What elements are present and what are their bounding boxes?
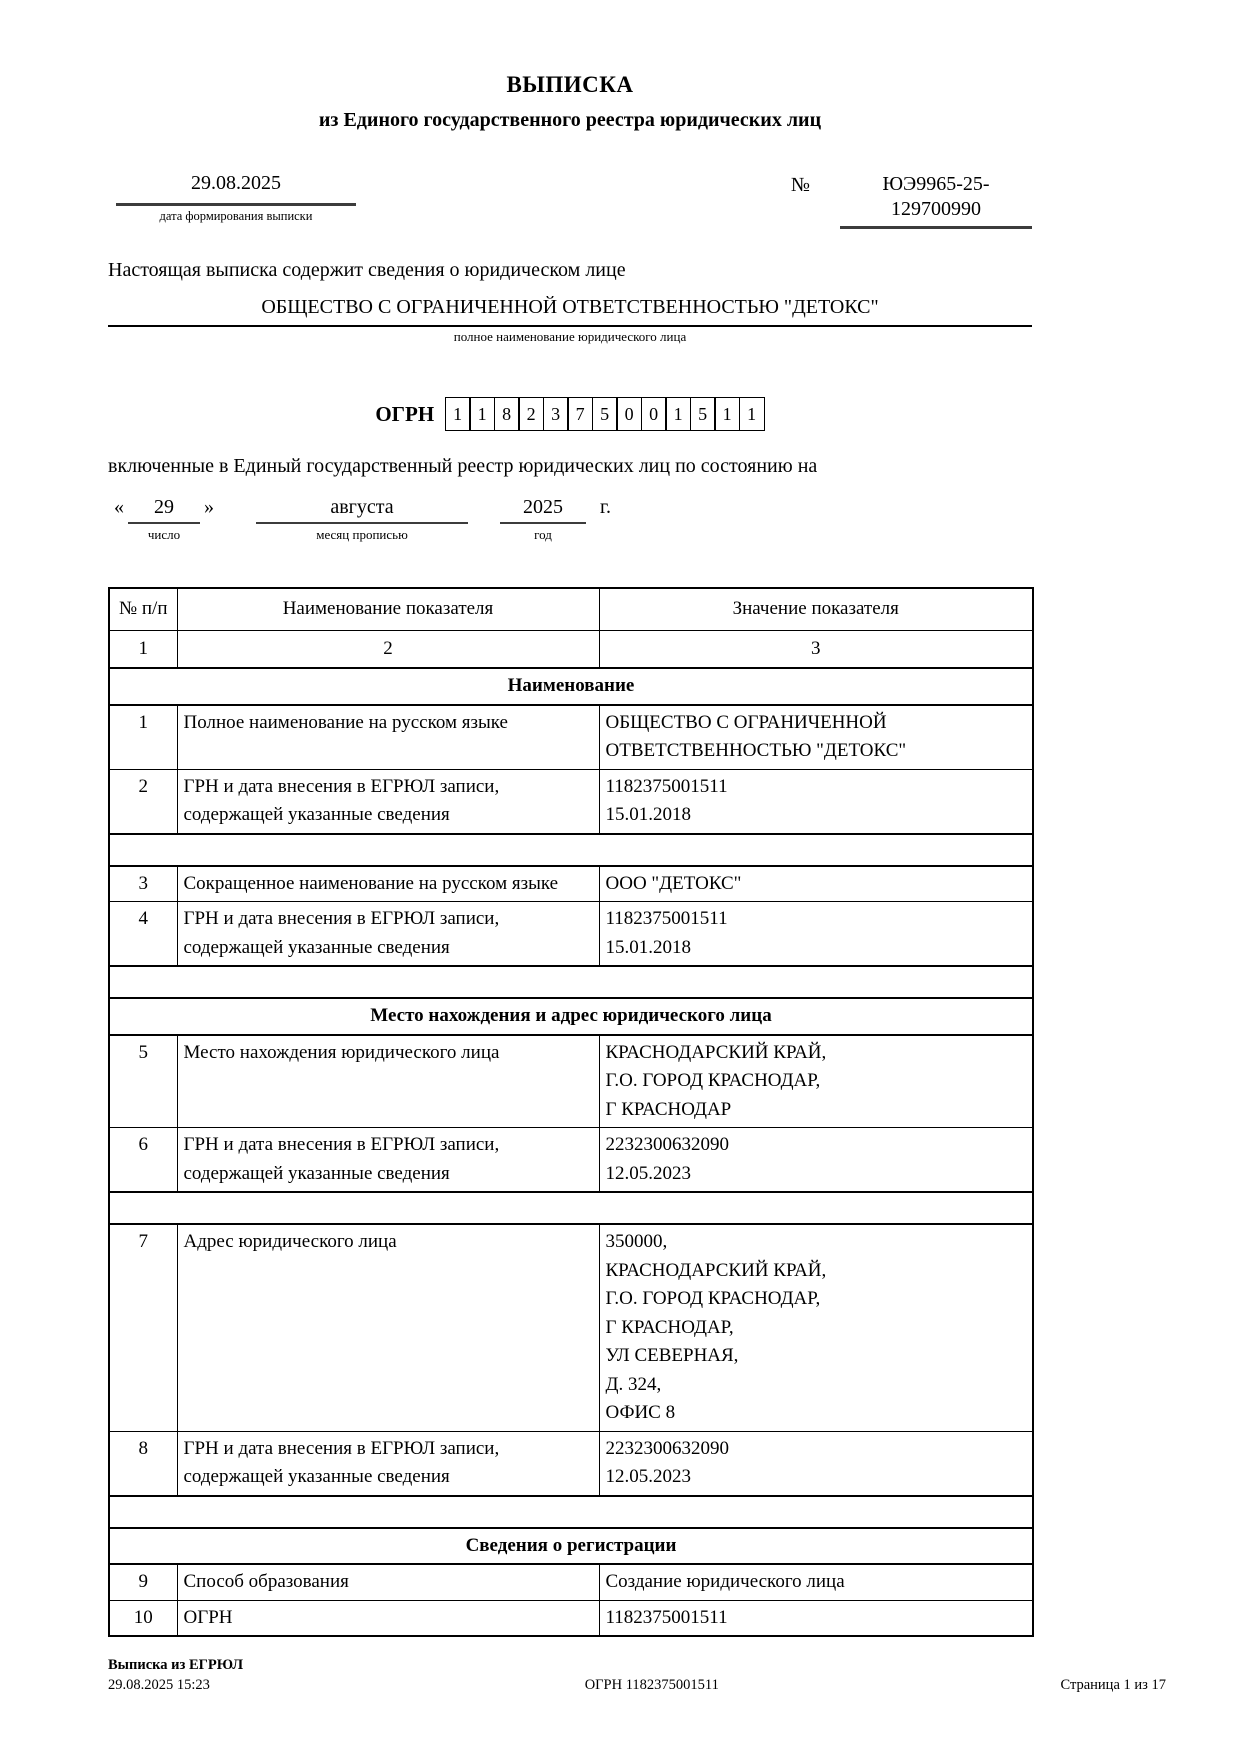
table-header-row <box>109 588 1033 630</box>
spacer-cell <box>109 1192 1033 1224</box>
ogrn-block <box>108 397 1032 431</box>
date-year-suffix: г. <box>600 496 611 518</box>
ogrn-digit-box: 1 <box>445 397 471 431</box>
section-row <box>109 1528 1033 1565</box>
row-number: 6 <box>109 1128 177 1193</box>
table-row <box>109 705 1033 770</box>
value-line: ООО "ДЕТОКС" <box>605 872 742 894</box>
indicator-value <box>599 1431 1033 1496</box>
spacer-cell <box>109 966 1033 998</box>
date-day-box <box>128 494 200 543</box>
value-line: 12.05.2023 <box>605 1162 691 1184</box>
indicator-value <box>599 705 1033 770</box>
ogrn-digit-box: 1 <box>714 397 740 431</box>
indicator-value <box>599 1600 1033 1636</box>
row-number: 9 <box>109 1564 177 1600</box>
date-quote-close: » <box>204 496 214 518</box>
date-day-caption: число <box>147 527 181 542</box>
doc-subtitle: из Единого государственного реестра юридических лиц <box>318 109 822 131</box>
indicator-name: ГРН и дата внесения в ЕГРЮЛ записи, содержащей указанные сведения <box>177 1128 599 1193</box>
col-header-num: № п/п <box>109 588 177 630</box>
spacer-row <box>109 834 1033 866</box>
row-number: 7 <box>109 1224 177 1431</box>
footer-ogrn: ОГРН 1182375001511 <box>584 1676 719 1693</box>
indicator-name: Способ образования <box>177 1564 599 1600</box>
footer-doc-type: Выписка из ЕГРЮЛ <box>108 1657 244 1673</box>
date-month-caption: месяц прописью <box>316 527 408 542</box>
value-line: Г.О. ГОРОД КРАСНОДАР, <box>605 1288 821 1309</box>
ogrn-digit-box: 1 <box>665 397 691 431</box>
indicator-value <box>599 1035 1033 1128</box>
table-row <box>109 1564 1033 1600</box>
ogrn-digit-box: 3 <box>543 397 569 431</box>
value-line: 1182375001511 <box>605 775 728 797</box>
value-line: Г КРАСНОДАР <box>605 1098 732 1120</box>
table-row <box>109 1035 1033 1128</box>
row-number: 4 <box>109 902 177 967</box>
section-title: Сведения о регистрации <box>109 1528 1033 1565</box>
value-line: 2232300632090 <box>605 1437 729 1459</box>
value-line: Г.О. ГОРОД КРАСНОДАР, <box>605 1070 821 1091</box>
section-title: Наименование <box>109 668 1033 705</box>
ogrn-digit-box: 7 <box>567 397 593 431</box>
date-year: 2025 <box>500 494 586 524</box>
company-name-caption: полное наименование юридического лица <box>453 329 687 344</box>
ogrn-digit-box: 2 <box>518 397 544 431</box>
indicator-name: ГРН и дата внесения в ЕГРЮЛ записи, содержащей указанные сведения <box>177 769 599 834</box>
main-table-body <box>109 588 1033 1636</box>
indicator-name: Адрес юридического лица <box>177 1224 599 1431</box>
table-row <box>109 866 1033 902</box>
value-line: УЛ СЕВЕРНАЯ, <box>605 1345 739 1366</box>
main-table <box>108 587 1034 1637</box>
footer-datetime: 29.08.2025 15:23 <box>108 1676 210 1693</box>
value-line: ОБЩЕСТВО С ОГРАНИЧЕННОЙ ОТВЕТСТВЕННОСТЬЮ "ДЕТОКС" <box>605 711 907 761</box>
spacer-cell <box>109 834 1033 866</box>
value-line: 1182375001511 <box>605 1606 728 1628</box>
indicator-value <box>599 769 1033 834</box>
indicator-value <box>599 1564 1033 1600</box>
table-row <box>109 1128 1033 1193</box>
footer-left <box>108 1656 243 1695</box>
date-year-box <box>500 494 586 543</box>
ogrn-boxes <box>446 397 765 431</box>
col-header-value: Значение показателя <box>599 588 1033 630</box>
company-name-block <box>108 296 1032 345</box>
doc-title: ВЫПИСКА <box>506 72 634 97</box>
included-text: включенные в Единый государственный реестр юридических лиц по состоянию на <box>108 455 818 477</box>
ogrn-digit-box: 5 <box>690 397 716 431</box>
ogrn-digit-box: 5 <box>592 397 618 431</box>
statement-text: Настоящая выписка содержит сведения о юридическом лице <box>108 259 626 281</box>
row-number: 10 <box>109 1600 177 1636</box>
indicator-name: ГРН и дата внесения в ЕГРЮЛ записи, содержащей указанные сведения <box>177 902 599 967</box>
ogrn-digit-box: 1 <box>469 397 495 431</box>
table-row <box>109 769 1033 834</box>
ogrn-digit-box: 8 <box>494 397 520 431</box>
col-number-1: 1 <box>109 630 177 668</box>
ogrn-digit-box: 0 <box>641 397 667 431</box>
extract-number <box>840 172 1032 229</box>
spacer-cell <box>109 1496 1033 1528</box>
col-header-name: Наименование показателя <box>177 588 599 630</box>
formation-date: 29.08.2025 <box>116 172 356 206</box>
row-number: 5 <box>109 1035 177 1128</box>
formation-date-caption: дата формирования выписки <box>159 209 313 223</box>
table-row <box>109 1224 1033 1431</box>
date-month: августа <box>256 494 468 524</box>
ogrn-digit-box: 0 <box>616 397 642 431</box>
value-line: 15.01.2018 <box>605 936 691 958</box>
section-title: Место нахождения и адрес юридического лица <box>109 998 1033 1035</box>
extract-number-line2: 129700990 <box>891 198 981 220</box>
indicator-name: ГРН и дата внесения в ЕГРЮЛ записи, содержащей указанные сведения <box>177 1431 599 1496</box>
value-line: КРАСНОДАРСКИЙ КРАЙ, <box>605 1041 827 1063</box>
section-row <box>109 998 1033 1035</box>
value-line: 2232300632090 <box>605 1134 729 1155</box>
indicator-name: Полное наименование на русском языке <box>177 705 599 770</box>
indicator-value <box>599 1128 1033 1193</box>
indicator-name: ОГРН <box>177 1600 599 1636</box>
section-row <box>109 668 1033 705</box>
ogrn-label: ОГРН <box>375 401 435 426</box>
date-year-caption: год <box>534 527 552 542</box>
ogrn-digit-box: 1 <box>739 397 765 431</box>
table-row <box>109 1600 1033 1636</box>
company-name: ОБЩЕСТВО С ОГРАНИЧЕННОЙ ОТВЕТСТВЕННОСТЬЮ "ДЕТОКС" <box>108 296 1032 327</box>
value-line: Г КРАСНОДАР, <box>605 1316 734 1338</box>
date-fill-row <box>108 494 1032 543</box>
number-sign: № <box>790 174 810 196</box>
extract-number-block <box>791 172 1032 229</box>
value-line: Создание юридического лица <box>605 1571 845 1592</box>
column-numbers-row <box>109 630 1033 668</box>
table-row <box>109 1431 1033 1496</box>
page-footer <box>108 1656 1166 1695</box>
row-number: 3 <box>109 866 177 902</box>
spacer-row <box>109 966 1033 998</box>
date-month-box <box>256 494 468 543</box>
col-number-2: 2 <box>177 630 599 668</box>
value-line: 12.05.2023 <box>605 1466 691 1487</box>
value-line: ОФИС 8 <box>605 1402 676 1423</box>
date-day: 29 <box>128 494 200 524</box>
value-line: 15.01.2018 <box>605 804 691 825</box>
row-number: 2 <box>109 769 177 834</box>
indicator-name: Сокращенное наименование на русском языке <box>177 866 599 902</box>
formation-date-block <box>116 172 356 224</box>
indicator-value <box>599 1224 1033 1431</box>
indicator-name: Место нахождения юридического лица <box>177 1035 599 1128</box>
value-line: КРАСНОДАРСКИЙ КРАЙ, <box>605 1259 827 1281</box>
header-meta-row <box>108 172 1032 229</box>
col-number-3: 3 <box>599 630 1033 668</box>
footer-page-info: Страница 1 из 17 <box>1060 1676 1166 1693</box>
extract-number-line1: ЮЭ9965-25- <box>882 173 990 195</box>
date-quote-open: « <box>114 496 124 518</box>
spacer-row <box>109 1192 1033 1224</box>
indicator-value <box>599 866 1033 902</box>
row-number: 8 <box>109 1431 177 1496</box>
row-number: 1 <box>109 705 177 770</box>
value-line: 350000, <box>605 1231 668 1252</box>
spacer-row <box>109 1496 1033 1528</box>
indicator-value <box>599 902 1033 967</box>
value-line: Д. 324, <box>605 1373 662 1395</box>
table-row <box>109 902 1033 967</box>
value-line: 1182375001511 <box>605 908 728 929</box>
